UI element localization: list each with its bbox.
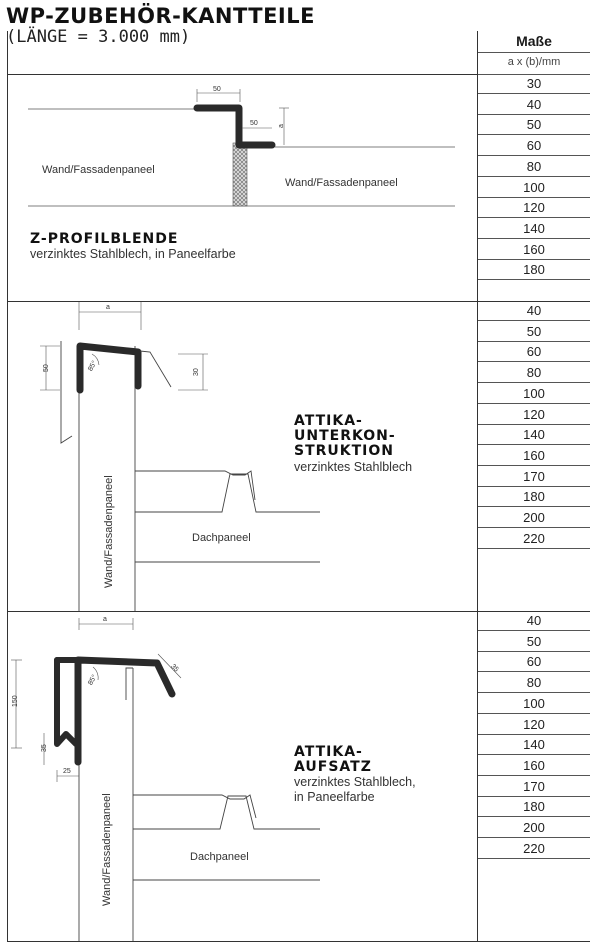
size-cell: 80: [478, 673, 590, 693]
dim-label-hook: 35: [41, 744, 48, 752]
section-title-z-profilblende: Z-PROFILBLENDE: [30, 231, 179, 247]
section-title-attika-unterkonstruktion: ATTIKA- UNTERKON- STRUKTION: [294, 413, 396, 459]
section-desc-attika-aufsatz: verzinktes Stahlblech, in Paneelfarbe: [294, 775, 416, 804]
insulation-core: [233, 143, 247, 206]
dim-label-width: a: [106, 304, 110, 311]
size-cell: 180: [478, 260, 590, 280]
size-cell: 50: [478, 632, 590, 652]
z-profile: [197, 108, 272, 145]
size-cell: 170: [478, 777, 590, 797]
inner-cap: [126, 668, 133, 700]
roof-panel-top: [135, 474, 320, 512]
size-cell: 120: [478, 405, 590, 425]
dim-label-hook-width: 25: [63, 768, 71, 775]
section-title-attika-aufsatz: ATTIKA- AUFSATZ: [294, 744, 372, 775]
page-subtitle: (LÄNGE = 3.000 mm): [6, 27, 191, 47]
size-cell: 170: [478, 467, 590, 487]
roof-connection: [135, 471, 255, 500]
dim-label-width: a: [103, 616, 107, 623]
dim-label-height: 150: [12, 695, 19, 707]
size-cell: 60: [478, 342, 590, 362]
size-cell: 200: [478, 818, 590, 838]
z-profilblende-drawing: [28, 86, 455, 206]
dim-label-angle: 85°: [87, 673, 99, 687]
dim-label-height: 50: [43, 364, 50, 372]
attika-hook-profile: [57, 660, 76, 744]
page-title: WP-ZUBEHÖR-KANTTEILE: [6, 4, 315, 28]
size-cell: 80: [478, 363, 590, 383]
size-cell: 220: [478, 839, 590, 859]
attika-unterkonstruktion-drawing: [40, 302, 320, 611]
label-wall-panel-right: Wand/Fassadenpaneel: [285, 177, 398, 189]
size-cell: 50: [478, 115, 590, 135]
size-cell: 220: [478, 529, 590, 549]
size-cell: 120: [478, 715, 590, 735]
label-wall-panel: Wand/Fassadenpaneel: [103, 475, 115, 588]
size-cell: 50: [478, 322, 590, 342]
size-cell: 160: [478, 240, 590, 260]
size-cell: 140: [478, 219, 590, 239]
size-cell: 30: [478, 74, 590, 94]
size-cell: 200: [478, 508, 590, 528]
section-desc-attika-unterkonstruktion: verzinktes Stahlblech: [294, 460, 413, 474]
column-subtitle: a x (b)/mm: [507, 56, 561, 68]
size-cell: 140: [478, 425, 590, 445]
size-cell: 80: [478, 157, 590, 177]
dim-label-slope: 35: [169, 663, 180, 674]
size-cell: 180: [478, 487, 590, 507]
size-cell: 100: [478, 384, 590, 404]
substructure-outline: [61, 341, 72, 443]
size-cell: 40: [478, 301, 590, 321]
size-cell: 140: [478, 735, 590, 755]
column-title: Maße: [516, 33, 552, 49]
size-cell: 60: [478, 652, 590, 672]
section-desc-z-profilblende: verzinktes Stahlblech, in Paneelfarbe: [30, 247, 236, 261]
roof-connection: [133, 795, 256, 818]
size-cell: 40: [478, 95, 590, 115]
dim-label-height: a: [278, 124, 285, 128]
size-cell: 100: [478, 178, 590, 198]
dim-label-inner: 50: [250, 120, 258, 127]
label-roof-panel: Dachpaneel: [192, 532, 251, 544]
cover-edge: [140, 351, 171, 387]
label-roof-panel: Dachpaneel: [190, 851, 249, 863]
attika-aufsatz-drawing: [11, 616, 320, 941]
label-wall-panel-left: Wand/Fassadenpaneel: [42, 164, 155, 176]
size-cell: 120: [478, 198, 590, 218]
size-cell: 100: [478, 694, 590, 714]
size-cell: 40: [478, 611, 590, 631]
size-cell: 180: [478, 797, 590, 817]
size-cell: 60: [478, 136, 590, 156]
roof-panel-top: [133, 796, 320, 829]
size-cell: 160: [478, 756, 590, 776]
dim-label-angle: 85°: [87, 359, 99, 373]
dim-label-top: 50: [213, 86, 221, 93]
size-cell: 160: [478, 446, 590, 466]
dim-label-drip: 30: [193, 368, 200, 376]
label-wall-panel: Wand/Fassadenpaneel: [101, 793, 113, 906]
